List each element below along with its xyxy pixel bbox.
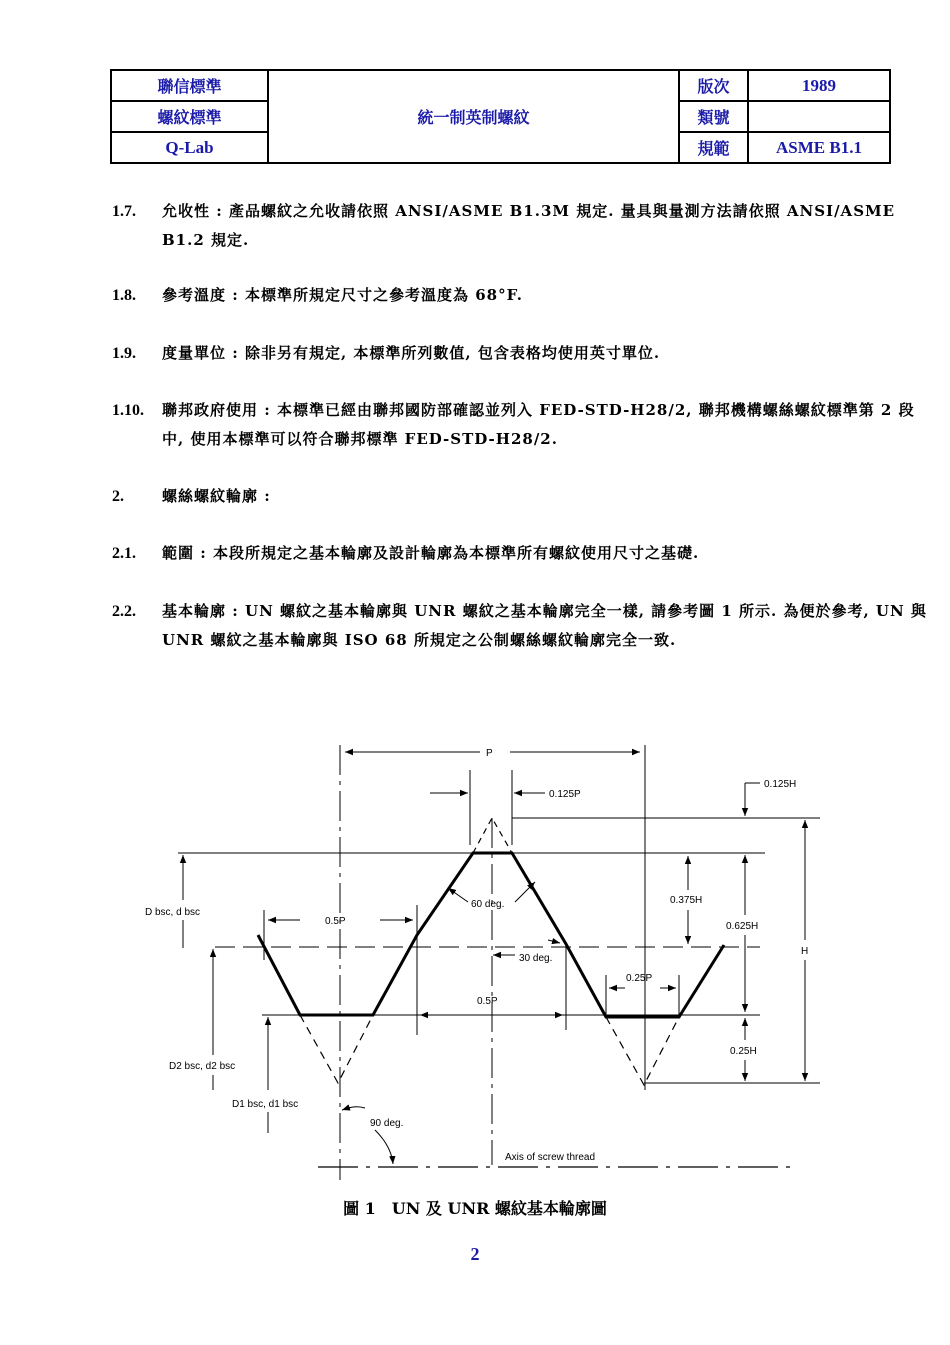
section-text: 參考溫度 : 本標準所規定尺寸之參考溫度為 68°F. [162,286,523,304]
section-number: 1.10. [112,402,144,419]
section-text: 範圍 : 本段所規定之基本輪廓及設計輪廓為本標準所有螺紋使用尺寸之基礎. [162,544,700,562]
label-025h: 0.25H [730,1046,757,1057]
header-title: 統一制英制螺紋 [268,70,679,163]
label-025p: 0.25P [626,973,653,984]
label-90deg: 90 deg. [370,1118,404,1129]
section-text: 螺絲螺紋輪廓 : [162,487,271,505]
label-axis: Axis of screw thread [505,1152,596,1163]
label-0125p: 0.125P [549,789,581,800]
sharp-v-dashed-right [606,1017,679,1085]
section-number: 1.9. [112,345,136,362]
sharp-v-dashed [300,1015,373,1083]
header-spec-value: ASME B1.1 [748,132,890,163]
label-h: H [801,946,809,957]
header-spec-label: 規範 [679,132,748,163]
label-60deg: 60 deg. [471,899,505,910]
label-0375h: 0.375H [670,895,703,906]
section-text: 基本輪廓 : UN 螺紋之基本輪廓與 UNR 螺紋之基本輪廓完全一樣, 請參考圖 1 所示. 為便於參考, UN 與 UNR 螺紋之基本輪廓與 ISO 68 所規定之公制螺絲螺紋輪廓完全一致. [162,602,927,649]
header-version-label: 版次 [679,70,748,101]
label-0625h: 0.625H [726,921,759,932]
label-0125h: 0.125H [764,779,797,790]
section-text: 允收性 : 產品螺紋之允收請依照 ANSI/ASME B1.3M 規定. 量具與量測方法請依照 ANSI/ASME B1.2 規定. [162,202,896,249]
header-class-label: 類號 [679,101,748,132]
label-30deg: 30 deg. [519,953,553,964]
label-d1-bsc: D1 bsc, d1 bsc [232,1099,299,1110]
section-number: 2.2. [112,603,136,620]
section-text: 聯邦政府使用 : 本標準已經由聯邦國防部確認並列入 FED-STD-H28/2, 聯邦機構螺絲螺紋標準第 2 段中, 使用本標準可以符合聯邦標準 FED-STD-H28/2. [162,401,915,448]
figure-labels [145,748,808,1163]
label-p: P [486,748,493,759]
section-number: 1.8. [112,287,136,304]
thread-profile-line [258,853,724,1017]
page-number: 2 [470,1244,480,1264]
label-05p-upper: 0.5P [325,916,346,927]
label-d2-bsc: D2 bsc, d2 bsc [169,1061,236,1072]
header-org: 聯信標準 [111,70,268,101]
section-number: 2. [112,488,124,505]
header-lab: Q-Lab [111,132,268,163]
section-text: 度量單位 : 除非另有規定, 本標準所列數值, 包含表格均使用英寸單位. [162,344,661,362]
section-number: 2.1. [112,545,136,562]
section-number: 1.7. [112,203,136,220]
label-05p-lower: 0.5P [477,996,498,1007]
figure-caption: 圖 1 UN 及 UNR 螺紋基本輪廓圖 [343,1199,607,1218]
header-version-value: 1989 [748,70,890,101]
header-category: 螺紋標準 [111,101,268,132]
label-d-bsc: D bsc, d bsc [145,907,201,918]
